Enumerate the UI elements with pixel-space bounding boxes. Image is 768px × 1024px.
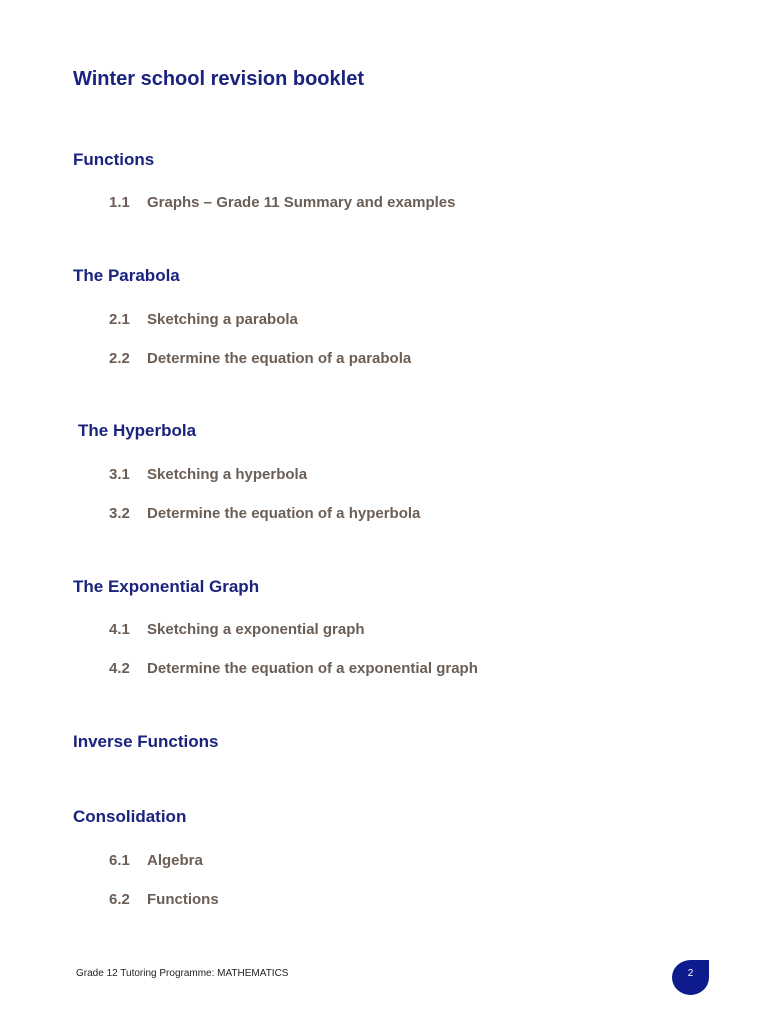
toc-item-number: 2.2 (109, 350, 130, 367)
section-heading-consolidation: Consolidation (73, 807, 187, 826)
section-heading-inverse-functions: Inverse Functions (73, 732, 219, 751)
section-heading-hyperbola: The Hyperbola (78, 421, 197, 440)
toc-item-label: Algebra (147, 852, 203, 869)
toc-item-number: 1.1 (109, 194, 130, 211)
toc-item-number: 3.1 (109, 466, 130, 483)
toc-item-label: Determine the equation of a exponential graph (147, 660, 478, 677)
toc-item-2-1[interactable] (109, 311, 298, 328)
toc-item-1-1[interactable] (109, 194, 455, 211)
toc-item-label: Sketching a parabola (147, 311, 298, 328)
toc-item-6-2[interactable] (109, 891, 219, 908)
toc-item-3-2[interactable] (109, 505, 420, 522)
section-heading-functions: Functions (73, 150, 155, 169)
toc-item-number: 3.2 (109, 505, 130, 522)
toc-item-number: 6.2 (109, 891, 130, 908)
toc-item-number: 4.1 (109, 621, 130, 638)
toc-item-label: Sketching a hyperbola (147, 466, 308, 483)
toc-item-label: Graphs – Grade 11 Summary and examples (147, 194, 456, 211)
toc-item-number: 4.2 (109, 660, 130, 677)
toc-item-2-2[interactable] (109, 350, 411, 367)
page-title: Winter school revision booklet (73, 68, 364, 90)
toc-item-label: Determine the equation of a parabola (147, 350, 412, 367)
toc-item-label: Sketching a exponential graph (147, 621, 365, 638)
toc-item-6-1[interactable] (109, 852, 203, 869)
section-heading-exponential: The Exponential Graph (73, 577, 260, 596)
toc-item-4-1[interactable] (109, 621, 365, 638)
toc-item-3-1[interactable] (109, 466, 307, 483)
toc-item-label: Functions (147, 891, 219, 908)
footer-programme-label: Grade 12 Tutoring Programme: MATHEMATICS (76, 968, 289, 979)
page-number-badge: 2 (672, 960, 709, 995)
section-heading-parabola: The Parabola (73, 266, 180, 285)
toc-item-number: 2.1 (109, 311, 130, 328)
toc-item-4-2[interactable] (109, 660, 478, 677)
toc-item-label: Determine the equation of a hyperbola (147, 505, 421, 522)
toc-item-number: 6.1 (109, 852, 130, 869)
